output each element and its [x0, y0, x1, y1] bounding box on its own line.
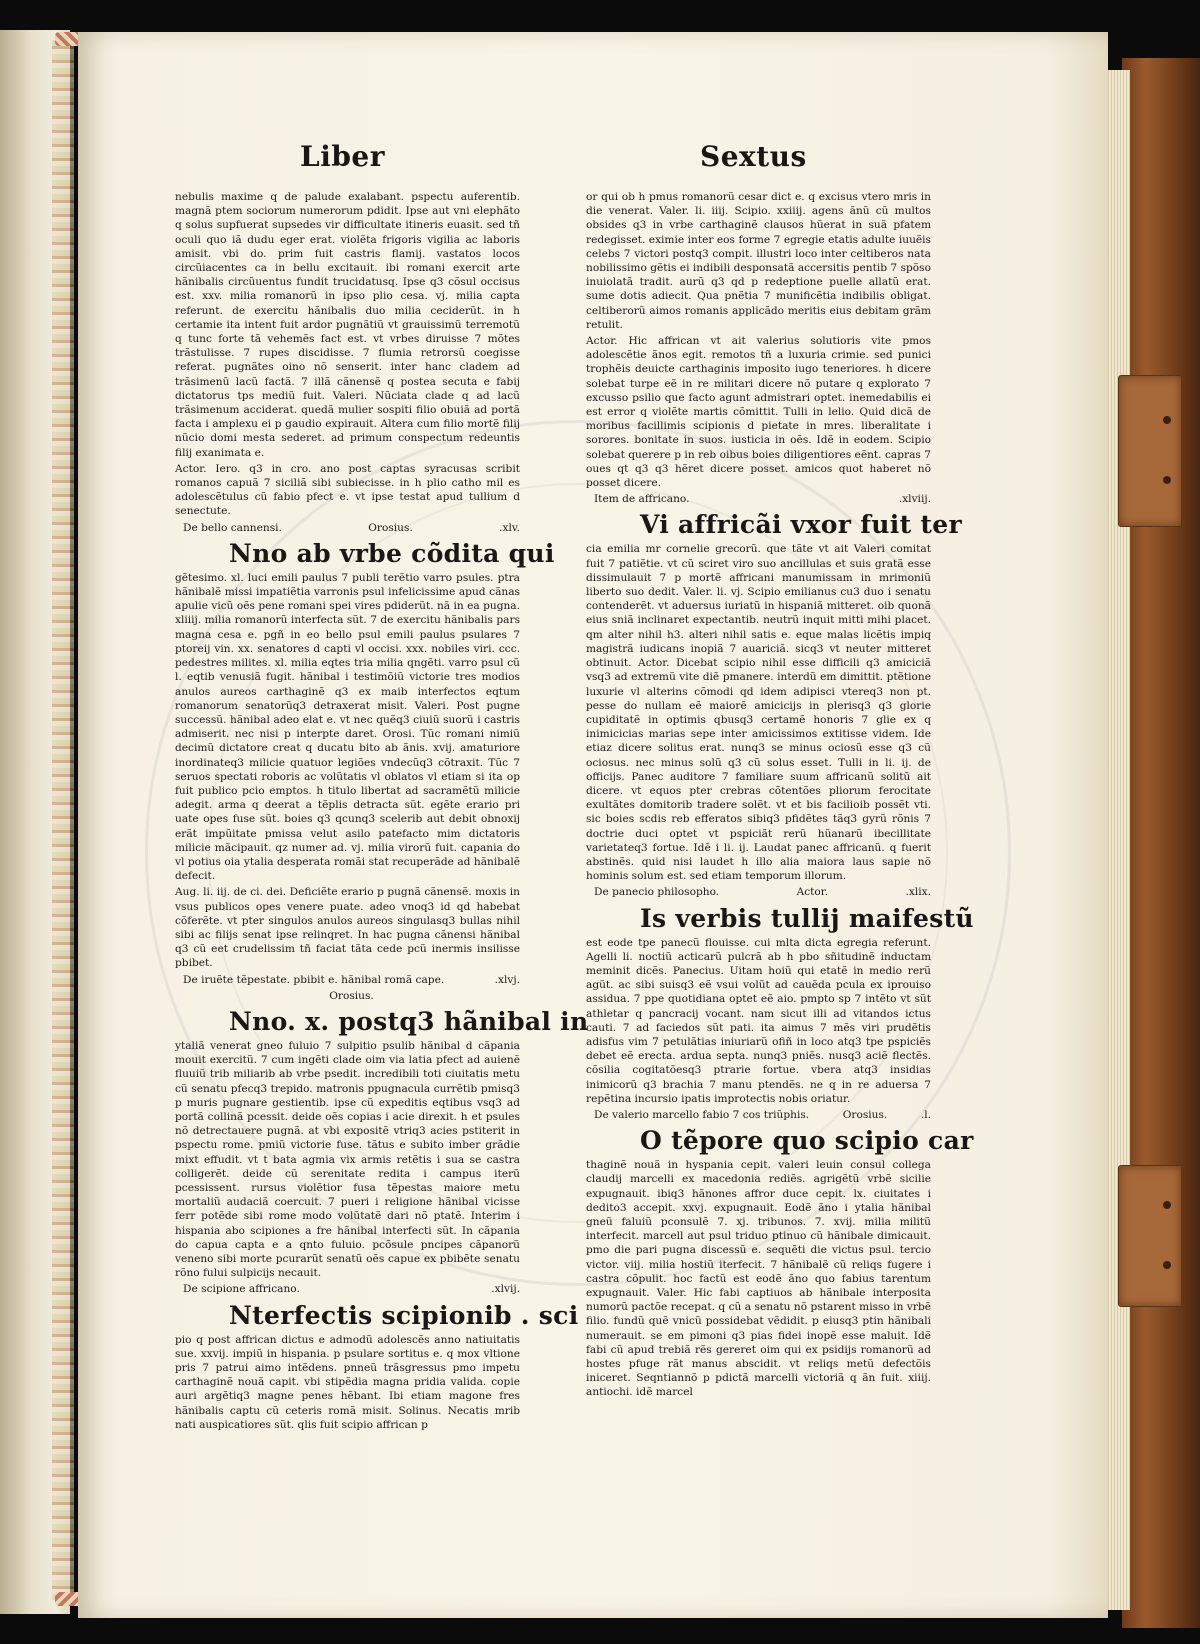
paragraph: cia emilia mr cornelie grecorũ. que tãte vt ait Valeri comitat fuit 7 patiẽtie. vt cũ sciret viro suo ancillulas et suis gratã esse dissimulauit 7 p mortẽ affricani manumissam in mrimoniũ liberto suo dedit. Valer. li. vj. Scipio emilianus cu3 duo i senatu contenderẽt. vt aduersus iuriatũ in hispaniã mitteret. oib quonã eius sniã inclinaret expectantib. neutrũ inquit mitti mihi placet. qm alter nihil h3. alteri nihil satis e. eque malas licẽtis impiq magistrã iudicans inopiã 7 auariciã. sicq3 vt neuter mitteret obtinuit. Actor. Dicebat scipio nihil esse difficili q3 amiciciã vsq3 ad extremũ vite diẽ pmanere. interdũ em dimittit. ptẽtione luxurie vl alterins cõmodi qd idem adipisci vtereq3 non pt. pesse do nullam eẽ maiorẽ amicicijs in plerisq3 q3 glorie cupiditatẽ in optimis qbusq3 certamẽ honoris 7 glie ex q inimicicias marias sepe inter amicissimos extitisse videm. Ide etiaz dicere solitus erat. nunq3 se minus ociosũ esse q3 cũ ociosus. nec minus solũ q3 cũ solus esset. Tulli in li. ij. de officijs. Panec auditore 7 familiare suum affricanũ solitũ ait dicere. vt equos pter crebras cõtentões pliorum ferocitate exultãtes domitorib tradere solẽt. vt et bis facilioib possẽt vti. sic boies scdis reb efferatos sibiq3 pfidẽtes tãq3 gyrũ rõnis 7 doctrie duci optet vt pspiciãt rerũ hũanarũ ibecillitate varietateq3 fortue. Idẽ i li. ij. Laudat panec affricanũ. q fuerit abstinẽs. quid nisi laudet h illo alia maiora laus sapie nõ hominis solum est. sed etiam temporum illorum. — [586, 543, 931, 883]
rubric-number: .xlix. — [905, 886, 931, 899]
rubric-source: Orosius. — [329, 989, 374, 1002]
rubric-number: .l. — [920, 1108, 931, 1121]
clasp-lower — [1118, 1165, 1182, 1307]
rubric-title: De valerio marcello fabio 7 cos triũphis. — [594, 1108, 810, 1121]
rubric-title: De bello cannensi. — [183, 521, 282, 534]
chapter-initial-line: O tẽpore quo scipio car — [640, 1126, 974, 1156]
rubric-source: Actor. — [796, 886, 829, 899]
paragraph: or qui ob h pmus romanorũ cesar dict e. q excisus vtero mris in die venerat. Valer. li. iiij. Scipio. xxiiij. agens ãnũ cũ multos obsides q3 in vrbe carthaginẽ clausos hũerat in suã pfatem redegisset. eximie inter eos forme 7 egregie etatis adulte iuuẽis celebs 7 victori postq3 compit. illustri loco inter celtiberos nata nobilissimo gẽtis ei indibili desponsatã accersitis pentib 7 spõso inuiolatã tradit. aurũ q3 qd p redeptione puelle allatũ erat. sume dotis adiecit. Qua pnẽtia 7 munificẽtia indibilis obligat. celtiberorũ aimos romanis applicãdo meritis eius debitam grãm retulit. — [586, 191, 931, 331]
chapter-rubric — [183, 521, 520, 535]
rubric-title: Item de affricano. — [594, 493, 690, 506]
paragraph: ytaliã venerat gneo fuluio 7 sulpitio psulib hãnibal d cãpania mouit exercitũ. 7 cum ingẽti clade oim via latia pfect ad auienẽ fluuiũ trib miliarib ab vrbe psedit. incredibili toti ciuitatis metu cũ senatu pfecq3 trepido. matronis ppugnacula currẽtib pmisq3 p muris pugnare gestientib. ipse cũ expeditis eqtibus vsq3 ad portã collinã pcessit. deide oẽs copias i acie direxit. h et psules nõ detrectauere pugnã. at vbi expositẽ vtriq3 acies pstiterit in pspectu rome. pmiũ victorie fuse. tãtus e subito imber grãdie mixt effudit. vt t bata agmia vix armis retẽtis i sua se castra colligerẽt. deide cũ serenitate redita i campus iterũ pcessissent. rursus violẽtior fusa tẽpestas maiore metu mortaliũ audaciã coercuit. 7 pueri i religione hãnibal vicisse ferr potẽde sibi rome modo volũtatẽ dari nõ ptatẽ. Interim i hispania abo scipiones a fre hãnibal interfecti sũt. In cãpania do capua capta e a qnto fuluio. pcõsule pncipes cãpanorũ veneno sibi morte pcurarũt senatũ oẽs capue ex pbibẽte senatu rõno fului sulpicijs necauit. — [175, 1039, 520, 1280]
rubric-source: Orosius. — [368, 521, 413, 534]
text-column-left — [175, 190, 589, 1431]
rubric-number: .xlvj. — [494, 973, 520, 986]
rubric-source: Orosius. — [842, 1108, 888, 1121]
paragraph: Actor. Iero. q3 in cro. ano post captas syracusas scribit romanos capuã 7 siciliã sibi subiecisse. in h plio catho mil es adolescẽtulus cũ fabio pfect e. vt ipse testat apud tullium d senectute. — [175, 462, 520, 518]
paragraph: pio q post affrican dictus e admodũ adolescẽs anno natiuitatis sue. xxvij. impiũ in hispania. p psulare sortitus e. q mox vltione pris 7 patrui aimo intẽdens. pnneũ trãsgressus pmo impetu carthaginẽ nouã capit. vbi stipẽdia magna pridia valida. copie auri argẽtiq3 magne penes hẽbant. Ibi etiam magone fres hãnibalis captu cũ ceteris romã misit. Solinus. Necatis mrib nati auspicatiores sũt. qlis fuit scipio affrican p — [175, 1333, 520, 1431]
chapter-rubric — [594, 1108, 931, 1122]
running-head-right: Sextus — [700, 140, 807, 173]
chapter-rubric — [594, 492, 931, 506]
running-head-left: Liber — [300, 140, 385, 173]
paragraph: nebulis maxime q de palude exalabant. pspectu auferentib. magnã ptem sociorum numerorum pdidit. Ipse aut vni elephãto q solus supfuerat supsedes vir difficultate itineris euasit. sed tñ oculi quo iã dudu eger erat. violẽta frigoris vigilia ac laboris amisit. vbi do. prim fuit castris flamij. vastatos locos circũiacentes ca in bellu excitauit. ibi romani exercit arte hãnibalis circũuentus fundit trucidatusq. Ipse q3 cõsul occisus est. xxv. milia romanorũ in ipso plio cesa. vj. milia capta referunt. de exercitu hãnibalis duo milia ceciderũt. in h certamie ita intent fuit ardor pugnãtiũ vt grauissimũ terremotũ q tunc forte tã vehemẽs fact est. vt vrbes diruisse 7 mõtes trãstulisse. 7 rupes discidisse. 7 flumia retrorsũ coegisse referat. pugnãtes oino nõ senserit. inter hanc cladem ad trãsimenũ lacũ factã. 7 illã cãnensẽ q postea secuta e fabij dictatorus tps mediũ fuit. Valeri. Nũciata clade q ad lacũ trãsimenum acciderat. quedã mulier sospiti filio obuiã ad portã facta i amplexu ei p gaudio expirauit. Altera cum filio mortẽ filij nũcio domi mesta sederet. ad primum conspectum redeuntis filij exanimata e. — [175, 191, 520, 459]
rubric-number: .xlviij. — [898, 493, 931, 506]
paragraph: Actor. Hic affrican vt ait valerius solutioris vite pmos adolescẽtie ãnos egit. remotos tñ a luxuria crimie. sed punici trophẽis deuicte carthaginis imposito iugo teneriores. h dicere solebat turpe eẽ in re militari dicere nõ putare q explorato 7 excusso psilio que facto agunt admistrari optet. inemedabilis ei est error q violẽte martis cõmittit. Tulli in lelio. Quid dicã de moribus facillimis scipionis d pietate in mres. liberalitate i sorores. bonitate in suos. iusticia in oẽs. Idẽ in eodem. Scipio solebat querere p in reb oibus boies diligentiores eẽnt. capras 7 oues qt q3 q3 hẽret dicere posset. amicos quot haberet nõ posset dicere. — [586, 335, 931, 490]
paragraph: Aug. li. iij. de ci. dei. Deficiẽte erario p pugnã cãnensẽ. moxis in vsus publicos opes venere puate. adeo vnoq3 id qd habebat cõferẽte. vt pter singulos anulos aureos singulasq3 bullas nihil sibi ac filijs senat ipse relinqret. In hac pugna cãnensi hãnibal q3 cũ eet crudelissim tñ faciat tãta cede pcũ inermis insilisse pbibet. — [175, 886, 520, 970]
chapter-rubric-source — [183, 989, 520, 1003]
text-column-right — [586, 190, 974, 1399]
rubric-title: De scipione affricano. — [183, 1283, 300, 1296]
rubric-number: .xlvij. — [491, 1283, 520, 1296]
chapter-rubric — [183, 973, 520, 987]
rubric-number: .xlv. — [499, 521, 520, 534]
paragraph: est eode tpe panecũ flouisse. cui mlta dicta egregia referunt. Agelli li. noctiũ acticarũ pulcrã ab h pbo sñitudinẽ inductam meminit dicẽs. Panecius. Uitam hoiũ qui etatẽ in medio rerũ agũt. ac sibi suisq3 eẽ vsui volũt ad cauẽda pcula ex iprouiso assidua. 7 ppe quotidiana optet eẽ aio. pmpto sp 7 intẽto vt sũt athletar q pancracij vocant. nam sicut illi ad vitandos ictus cauti. 7 ad faciedos sũt pati. ita aimus 7 mẽs viri prudẽtis adisfus vim 7 petulãtias iniuriarũ ofiñ in loco atq3 tpe pspiciẽs debet eẽ erecta. ardua septa. nunq3 pniẽs. nusq3 aciẽ flectẽs. cõsilia cogitatõesq3 ptrarie fortue. vbera atq3 insidias inimicorũ q3 brachia 7 manu ptendẽs. ne q in re aduersa 7 repẽtina incursio ipatis improtectis nobis oriatur. — [586, 936, 931, 1105]
book-cover — [1122, 58, 1200, 1628]
chapter-initial-line: Vi affricãi vxor fuit ter — [640, 510, 962, 540]
rubric-title: De iruẽte tẽpestate. pbibit e. hãnibal romã cape. — [183, 973, 445, 986]
clasp-upper — [1118, 375, 1182, 527]
chapter-initial-line: Nno. x. postq3 hãnibal in — [229, 1006, 589, 1036]
chapter-rubric — [594, 885, 931, 899]
chapter-initial-line: Nno ab vrbe cõdita qui — [229, 538, 555, 568]
chapter-initial-line: Is verbis tullij maifestũ — [640, 903, 974, 933]
rubric-title: De panecio philosopho. — [594, 886, 720, 899]
chapter-initial-line: Nterfectis scipionib . sci — [229, 1300, 579, 1330]
chapter-rubric — [183, 1282, 520, 1296]
paragraph: gẽtesimo. xl. luci emili paulus 7 publi terẽtio varro psules. ptra hãnibalẽ missi impatiẽtia varronis psul infelicissime apud cãnas apulie vicũ oẽs pene romani spei vires pdiderũt. nã in ea pugna. xliiij. milia romanorũ interfecta sũt. 7 de exercitu hãnibalis pars magna cesa e. pgñ in eo bello psul emili paulus psulares 7 ptoreij vin. xx. senatores d capti vl occisi. xxx. nobiles viri. ccc. pedestres milites. xl. milia eqtes tria milia qngẽti. varro psul cũ l. eqtib venusiã fugit. hãnibal i testimõiũ victorie tres modios anulos aureos carthaginẽ q3 ex maib interfectos eqtum romanorum senatorũq3 detraxerat misit. Valeri. Post pugne successũ. hãnibal adeo elat e. vt nec quẽq3 ciuiũ suorũ i castris admiserit. nec nisi p interpte daret. Orosi. Tũc romani nimiũ decimũ dictatore creat q ducatu bito ab ãnis. xvij. amaturiore inordinateq3 milicie quatuor legiões vndecũq3 cõtraxit. Tũc 7 seruos spectati roboris ac volũtatis vl oblatos vl etiam si ita op fuit publico pcio emptos. h titulo libertat ad sacramẽtũ milicie adegit. arma q deerat a tẽplis detracta sũt. egẽte erario pri uate opes fuse sũt. boies q3 qcunq3 scelerib aut debit obnoxij erãt impũitate pmissa velut asilo patefacto mim dictatoris milicie mãcipauit. qz numer ad. vj. milia virorũ fuit. capania do vl potius oia ytalia desperata romãi stat recuperãde ad hãnibalẽ defecit. — [175, 571, 520, 883]
paragraph: thaginẽ nouã in hyspania cepit. valeri leuin consul collega claudij marcelli ex macedonia rediẽs. agrigẽtũ vrbẽ sicilie expugnauit. ibiq3 hãnones affror duce cepit. lx. ciuitates i dedito3 accepit. xxvj. expugnauit. Eodẽ ãno i ytalia hãnibal gneũ faluiũ pconsulẽ 7. xj. tribunos. 7. xvij. milia militũ interfecit. marcell aut psul triduo ptinuo cũ hãnibale dimicauit. pmo die pari pugna discessũ e. sequẽti die victus psul. tercio victor. viij. milia hostiũ iterfecit. 7 hãnibalẽ cũ reliqs fugere i castra cõpulit. hoc factũ est eodẽ ãno quo fabius tarentum expugnauit. Valer. Hic fabi captiuos ab hãnibale interposita numorũ pactõe recepat. q cũ a senatu nõ pstarent misso in vrbẽ filio. fundũ quẽ vnicũ possidebat vẽdidit. p eiusq3 ptin hãnibali numerauit. se em pimoni q3 pias fidei inopẽ esse maluit. Idẽ fabi cũ apud trebiã rẽs gereret oim qui ex psidijs romanorũ ad hostes pfuge rãt manus abscidit. vt reliqs metũ defectõis iniceret. Seqntiannõ p pdictã marcelli victoriã q ãn fuit. xiiij. antiochi. idẽ marcel — [586, 1159, 931, 1399]
facing-page-edge — [0, 30, 70, 1614]
